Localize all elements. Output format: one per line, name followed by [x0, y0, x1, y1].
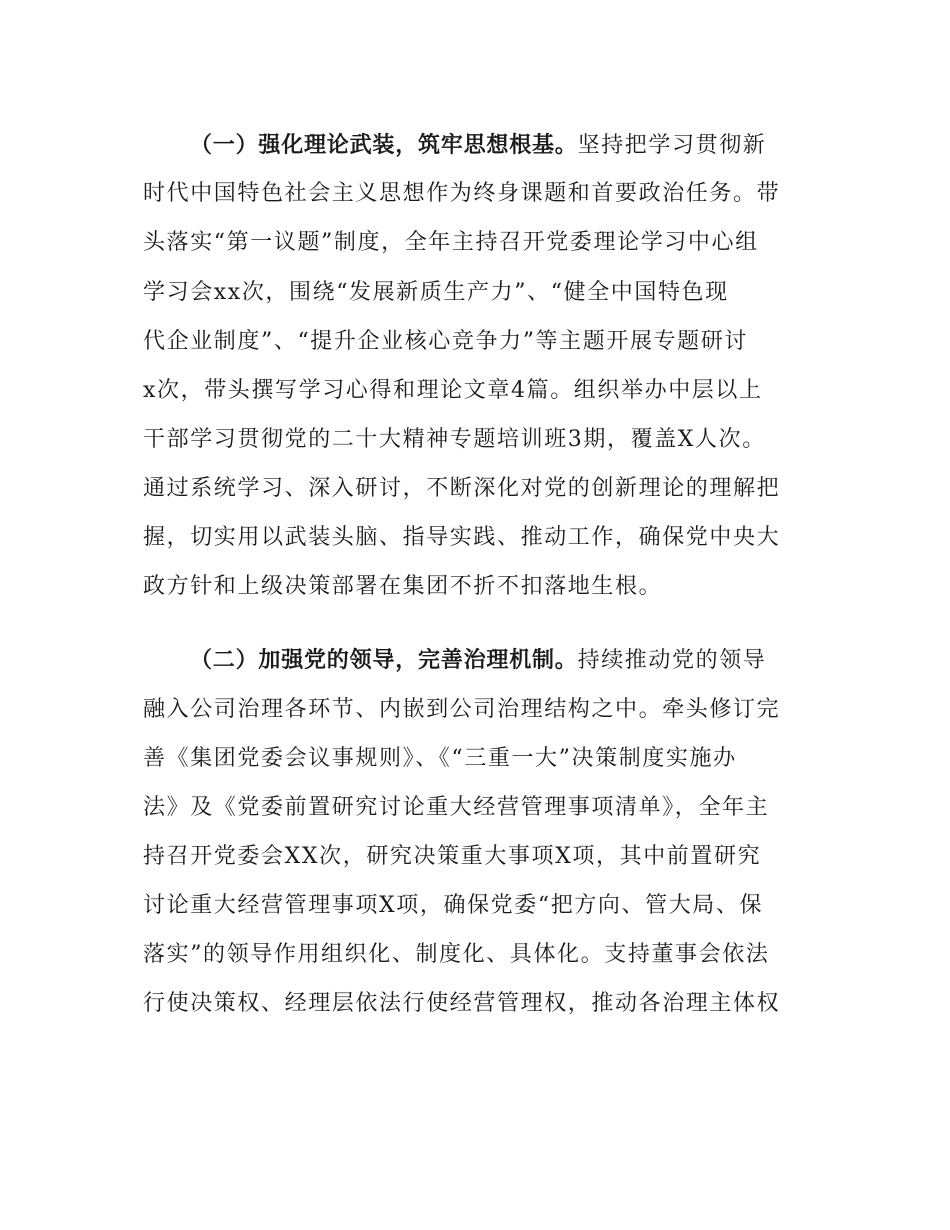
paragraph-line: 干部学习贯彻党的二十大精神专题培训班3期，覆盖X人次。 — [143, 427, 766, 452]
paragraph-line: 时代中国特色社会主义思想作为终身课题和首要政治任务。带 — [143, 181, 781, 206]
paragraph-line: 融入公司治理各环节、内嵌到公司治理结构之中。牵头修订完 — [143, 697, 781, 722]
paragraph-line: x次，带头撰写学习心得和理论文章4篇。组织举办中层以上 — [143, 378, 763, 403]
paragraph-line: 通过系统学习、深入研讨，不断深化对党的创新理论的理解把 — [143, 476, 781, 501]
paragraph-line: 政方针和上级决策部署在集团不折不扣落地生根。 — [143, 574, 663, 599]
section-heading: （二）加强党的领导，完善治理机制。 — [190, 648, 578, 673]
paragraph-line: 握，切实用以武装头脑、指导实践、推动工作，确保党中央大 — [143, 525, 781, 550]
paragraph-line: 行使决策权、经理层依法行使经营管理权，推动各治理主体权 — [143, 991, 781, 1016]
paragraph-line — [190, 636, 766, 685]
paragraph-line: 学习会xx次，围绕“发展新质生产力”、“健全中国特色现 — [143, 280, 729, 305]
paragraph-line: 讨论重大经营管理事项X项，确保党委“把方向、管大局、保 — [143, 893, 764, 918]
paragraph-line: 法》及《党委前置研究讨论重大经营管理事项清单》，全年主 — [143, 795, 770, 820]
paragraph-line: 落实”的领导作用组织化、制度化、具体化。支持董事会依法 — [143, 942, 770, 967]
paragraph-line — [190, 121, 766, 170]
paragraph-line: 善《集团党委会议事规则》、《“三重一大”决策制度实施办 — [143, 746, 737, 771]
paragraph-line: 代企业制度”、“提升企业核心竞争力”等主题开展专题研讨 — [143, 329, 748, 354]
paragraph-line: 持召开党委会XX次，研究决策重大事项X项，其中前置研究 — [143, 844, 762, 869]
paragraph-text: 坚持把学习贯彻新 — [577, 133, 767, 158]
section-heading: （一）强化理论武装，筑牢思想根基。 — [190, 133, 578, 158]
paragraph-line: 头落实“第一议题”制度，全年主持召开党委理论学习中心组 — [143, 230, 759, 255]
paragraph-text: 持续推动党的领导 — [577, 648, 767, 673]
